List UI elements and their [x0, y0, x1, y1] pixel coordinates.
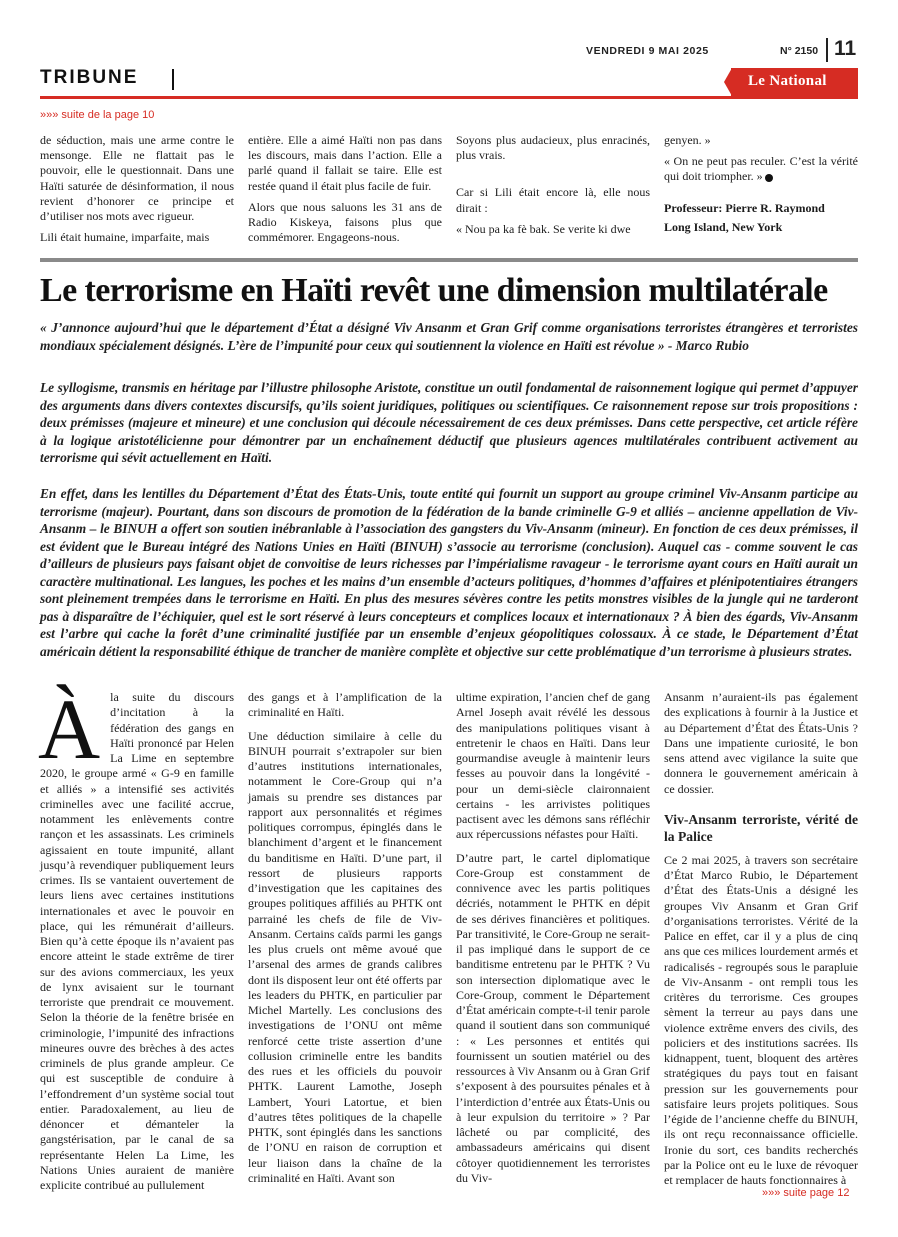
- prev-article-column-1: [40, 133, 234, 251]
- end-of-article-icon: [765, 174, 773, 182]
- section-divider: [172, 69, 174, 90]
- article-lead-2: En effet, dans les lentilles du Département d’État des États-Unis, toute entité qui fournit un support au groupe criminel Viv-Ansanm participe au terrorisme (majeur). Pourtant, dans son discours de promotion de la fédération de la bande criminelle G-9 et alliés – ancienne appellation de Viv-Ansanm – le BINUH a offert son soutien inébranlable à l’association des gangsters du Viv-Ansanm (mineur). En fonction de ces deux prémisses, il est évident que le Bureau intégré des Nations Unies en Haïti (BINUH) s’associe au terrorisme (conclusion). Auquel cas - comme souvent le cas d’ailleurs de plusieurs pays faisant objet de convoitise de leurs richesses par l’impérialisme ravageur - le terrorisme ayant cours en Haïti aurait un caractère multinational. Les langues, les poches et les mains d’un ensemble d’acteurs politiques, d’hommes d’affaires et plénipotentiaires étrangers sont pleinement trempées dans le terrorisme en Haïti. En plus des mesures sévères contre les petits monstres visibles de la jungle qui ne tarderont pas à disparaître de l’échiquier, quel est le sort réservé à leurs concepteurs et complices locaux et internationaux ? À bien des égards, Viv-Ansanm est l’arbre qui cache la forêt d’une criminalité justifiée par un ensemble d’enjeux géopolitiques colossaux. À ce stade, le Département d’État américain détient la responsabilité éthique de trancher de manière complète et objective sur cette problématique d’un terrorisme à plusieurs strates.: [40, 486, 858, 659]
- article-headline: Le terrorisme en Haïti revêt une dimension multilatérale: [40, 272, 828, 309]
- body-column-1: [38, 681, 234, 1198]
- continued-from-link[interactable]: »»» suite de la page 10: [40, 109, 155, 121]
- paragraph: D’autre part, le cartel diplomatique Core-Group est constamment de connivence avec les partis politiques décriés, notamment le PHTK en dépit de ses dérives financières et politiques. Par transitivité, le Core-Group ne serait-il pas impliqué dans le support de ce banditisme entretenu par le PHTK ? Vu son intersection diplomatique avec le Core-Group, comment le Département d’État américain compte-t-il tenir parole quand il soutient dans son communiqué : « Les personnes et entités qui fournissent un soutien matériel ou des ressources à Viv Ansanm ou à Gran Grif s’exposent à des poursuites pénales et à l’interdiction d’entrée aux États-Unis ou à leur expulsion du territoire » ? Par lâcheté ou par complicité, des ambassadeurs américains qui disent côtoyer quotidiennement les terroristes du Viv-: [456, 850, 651, 1185]
- paragraph: Car si Lili était encore là, elle nous dirait :: [456, 185, 650, 215]
- paragraph: entière. Elle a aimé Haïti non pas dans les discours, mais dans l’action. Elle a parlé quand il fallait se taire. Elle est restée quand il était plus facile de fuir.: [248, 133, 442, 193]
- prev-article-column-4: [664, 133, 858, 237]
- paragraph: Une déduction similaire à celle du BINUH pourrait s’extrapoler sur bien d’autres institutions internationales, notamment le Core-Group qui n’a jamais su prendre ses distances par rapport aux personnalités et régimes politiques corrompus, épinglés dans le blanchiment d’argent et le financement du banditisme en Haïti. D’une part, il ressort de plusieurs rapports d’investigation que les capitaines des groupes politiques affiliés au PHTK ont parrainé les chefs de file de Viv-Ansanm. Certains caïds parmi les gangs les plus cruels ont même avoué que l’arsenal des armes de grands calibres dont ils disposent leur ont été offerts par les leaders du PHTK, en particulier par Michel Martelly. Les conclusions des investigations de l’ONU ont même renforcé cette triste assertion d’une collusion criminelle entre les bandits des rues et les officiels du pouvoir PHTK. Laurent Lamothe, Joseph Lambert, Youri Latortue, et bien d’autres têtes politiques de la chapelle PHTK, sont épinglés dans les sanctions de l’ONU en raison de corruption et leur liaison dans la chaîne de la criminalité en Haïti. Avant son: [248, 728, 442, 1185]
- paragraph: genyen. »: [664, 133, 711, 147]
- page-number: 11: [834, 37, 857, 60]
- body-column-3: [456, 690, 650, 1191]
- article-subheading: Viv-Ansanm terroriste, vérité de la Palice: [664, 811, 858, 844]
- prev-article-column-3: [456, 133, 650, 243]
- prev-article-column-2: [248, 133, 442, 251]
- paragraph: « Nou pa ka fè bak. Se verite ki dwe: [456, 221, 631, 236]
- body-column-4: [664, 690, 858, 1193]
- paragraph: Soyons plus audacieux, plus enracinés, plus vrais.: [456, 133, 650, 163]
- paragraph: ultime expiration, l’ancien chef de gang Arnel Joseph avait révélé les dessous des manipulations politiques visant à entretenir le chaos en Haïti. Dans leur gourmandise aveugle à maintenir leurs fesses au pouvoir dans la longévité - pour un demi-siècle claironnaient certains - les arrivistes politiques pactisent avec les démons sans réfléchir aux répercussions néfastes pour Haïti.: [456, 690, 650, 842]
- paragraph: Ansanm n’auraient-ils pas également des explications à fournir à la Justice et au Département d’État des États-Unis ? Dans une impatiente curiosité, le bon sens attend avec vigilance la suite que donnera le gouvernement américain à ce dossier.: [664, 690, 858, 796]
- header-divider: [826, 38, 828, 62]
- drop-cap: À: [38, 681, 101, 777]
- author-location: Long Island, New York: [664, 219, 783, 234]
- paragraph: des gangs et à l’amplification de la criminalité en Haïti.: [248, 690, 442, 720]
- author-name: Professeur: Pierre R. Raymond: [664, 200, 825, 215]
- article-lead-1: Le syllogisme, transmis en héritage par l’illustre philosophe Aristote, constitue un outil fondamental de raisonnement logique qui permet d’appuyer des arguments dans divers contextes discursifs, qu’ils soient juridiques, politiques ou scientifiques. Ce raisonnement repose sur trois propositions : deux prémisses (majeure et mineure) et une conclusion qui découle nécessairement de ces deux prémisses. Dans cette perspective, cet article réfère à la logique aristotélicienne pour démontrer par un enchaînement déductif que plusieurs agences multilatérales contribuent activement au terrorisme qui sévit actuellement en Haïti.: [40, 380, 858, 465]
- brand-name: Le National: [748, 73, 827, 89]
- paragraph: [38, 681, 234, 1193]
- paragraph-text: la suite du discours d’incitation à la fédération des gangs en Haïti prononcé par Helen La Lime en septembre 2020, le groupe armé « G-9 en famille et alliés » a intensifié ses activités criminelles avec une facilité accrue, notamment les enlèvements contre rançon et les assassinats. Les criminels agissaient en toute impunité, allant jusqu’à revendiquer publiquement leurs crimes. Ils se vantaient ouvertement de leurs liens avec certaines institutions internationales et avec le pouvoir en place, qui les rémunérait d’ailleurs. Bien qu’à cette époque ils n’avaient pas encore atteint le stade extrême de tirer sur des avions commerciaux, les yeux de lynx avisaient sur le tournant terroriste que prendrait ce mouvement. Selon la théorie de la fenêtre brisée en criminologie, l’impunité des infractions mineures ouvre des brèches à des actes criminels de plus grande ampleur. Ce qui est susceptible de conduire à l’effondrement d’un système social tout entier. Paradoxalement, au lieu de dénoncer et démanteler la gangstérisation, par le canal de sa représentante Helen La Lime, les Nations Unies auraient de manière explicite contribué au pullulement: [40, 690, 234, 1192]
- quote-paragraph: [664, 154, 858, 184]
- paragraph: Lili était humaine, imparfaite, mais: [40, 230, 210, 245]
- paragraph: Ce 2 mai 2025, à travers son secrétaire d’État Marco Rubio, le Département d’État des États-Unis a désigné les groupes Viv Ansanm et Gran Grif d’organisations terroristes. Vérité de la Palice en effet, car il y a plus de cinq ans que ces milices lourdement armés et radicalisés - regroupés sous le parapluie de Viv-Ansanm - ont rempli tous les critères du terrorisme. Ces groupes sèment la terreur au pays dans une violence extrême envers des civils, des policiers et des institutions sacrées. Ils kidnappent, tuent, bloquent des artères stratégiques du pays tout en faisant pression sur les gouvernements pour satisfaire leurs projets politiques. Sous l’égide de l’ancienne cheffe du BINUH, ils ont reçu reconnaissance officielle. Ironie du sort, ces bandits recherchés par la Police ont eu le luxe de révoquer et remplacer de hauts fonctionnaires à: [664, 852, 858, 1187]
- issue-date: VENDREDI 9 MAI 2025: [586, 45, 709, 57]
- article-epigraph: « J’annonce aujourd’hui que le département d’État a désigné Viv Ansanm et Gran Grif comme organisations terroristes étrangères et terroristes mondiaux spécialement désignés. L’ère de l’impunité pour ceux qui soutiennent la violence en Haïti est révolue » - Marco Rubio: [40, 320, 858, 353]
- issue-number: N° 2150: [780, 45, 819, 57]
- article-separator: [40, 258, 858, 262]
- body-column-2: [248, 690, 442, 1191]
- header-rule: [40, 96, 858, 99]
- quote-text: « On ne peut pas reculer. C’est la vérité qui doit triompher. »: [664, 154, 858, 184]
- continued-to-link[interactable]: »»» suite page 12: [762, 1187, 850, 1199]
- paragraph: Alors que nous saluons les 31 ans de Radio Kiskeya, faisons plus que commémorer. Engageons-nous.: [248, 199, 442, 245]
- section-title: TRIBUNE: [40, 67, 139, 88]
- paragraph: de séduction, mais une arme contre le mensonge. Elle ne flattait pas le pouvoir, elle le questionnait. Dans une Haïti saturée de désinformation, il nous revient d’honorer ce principe et d’utiliser nos mots avec rigueur.: [40, 133, 234, 224]
